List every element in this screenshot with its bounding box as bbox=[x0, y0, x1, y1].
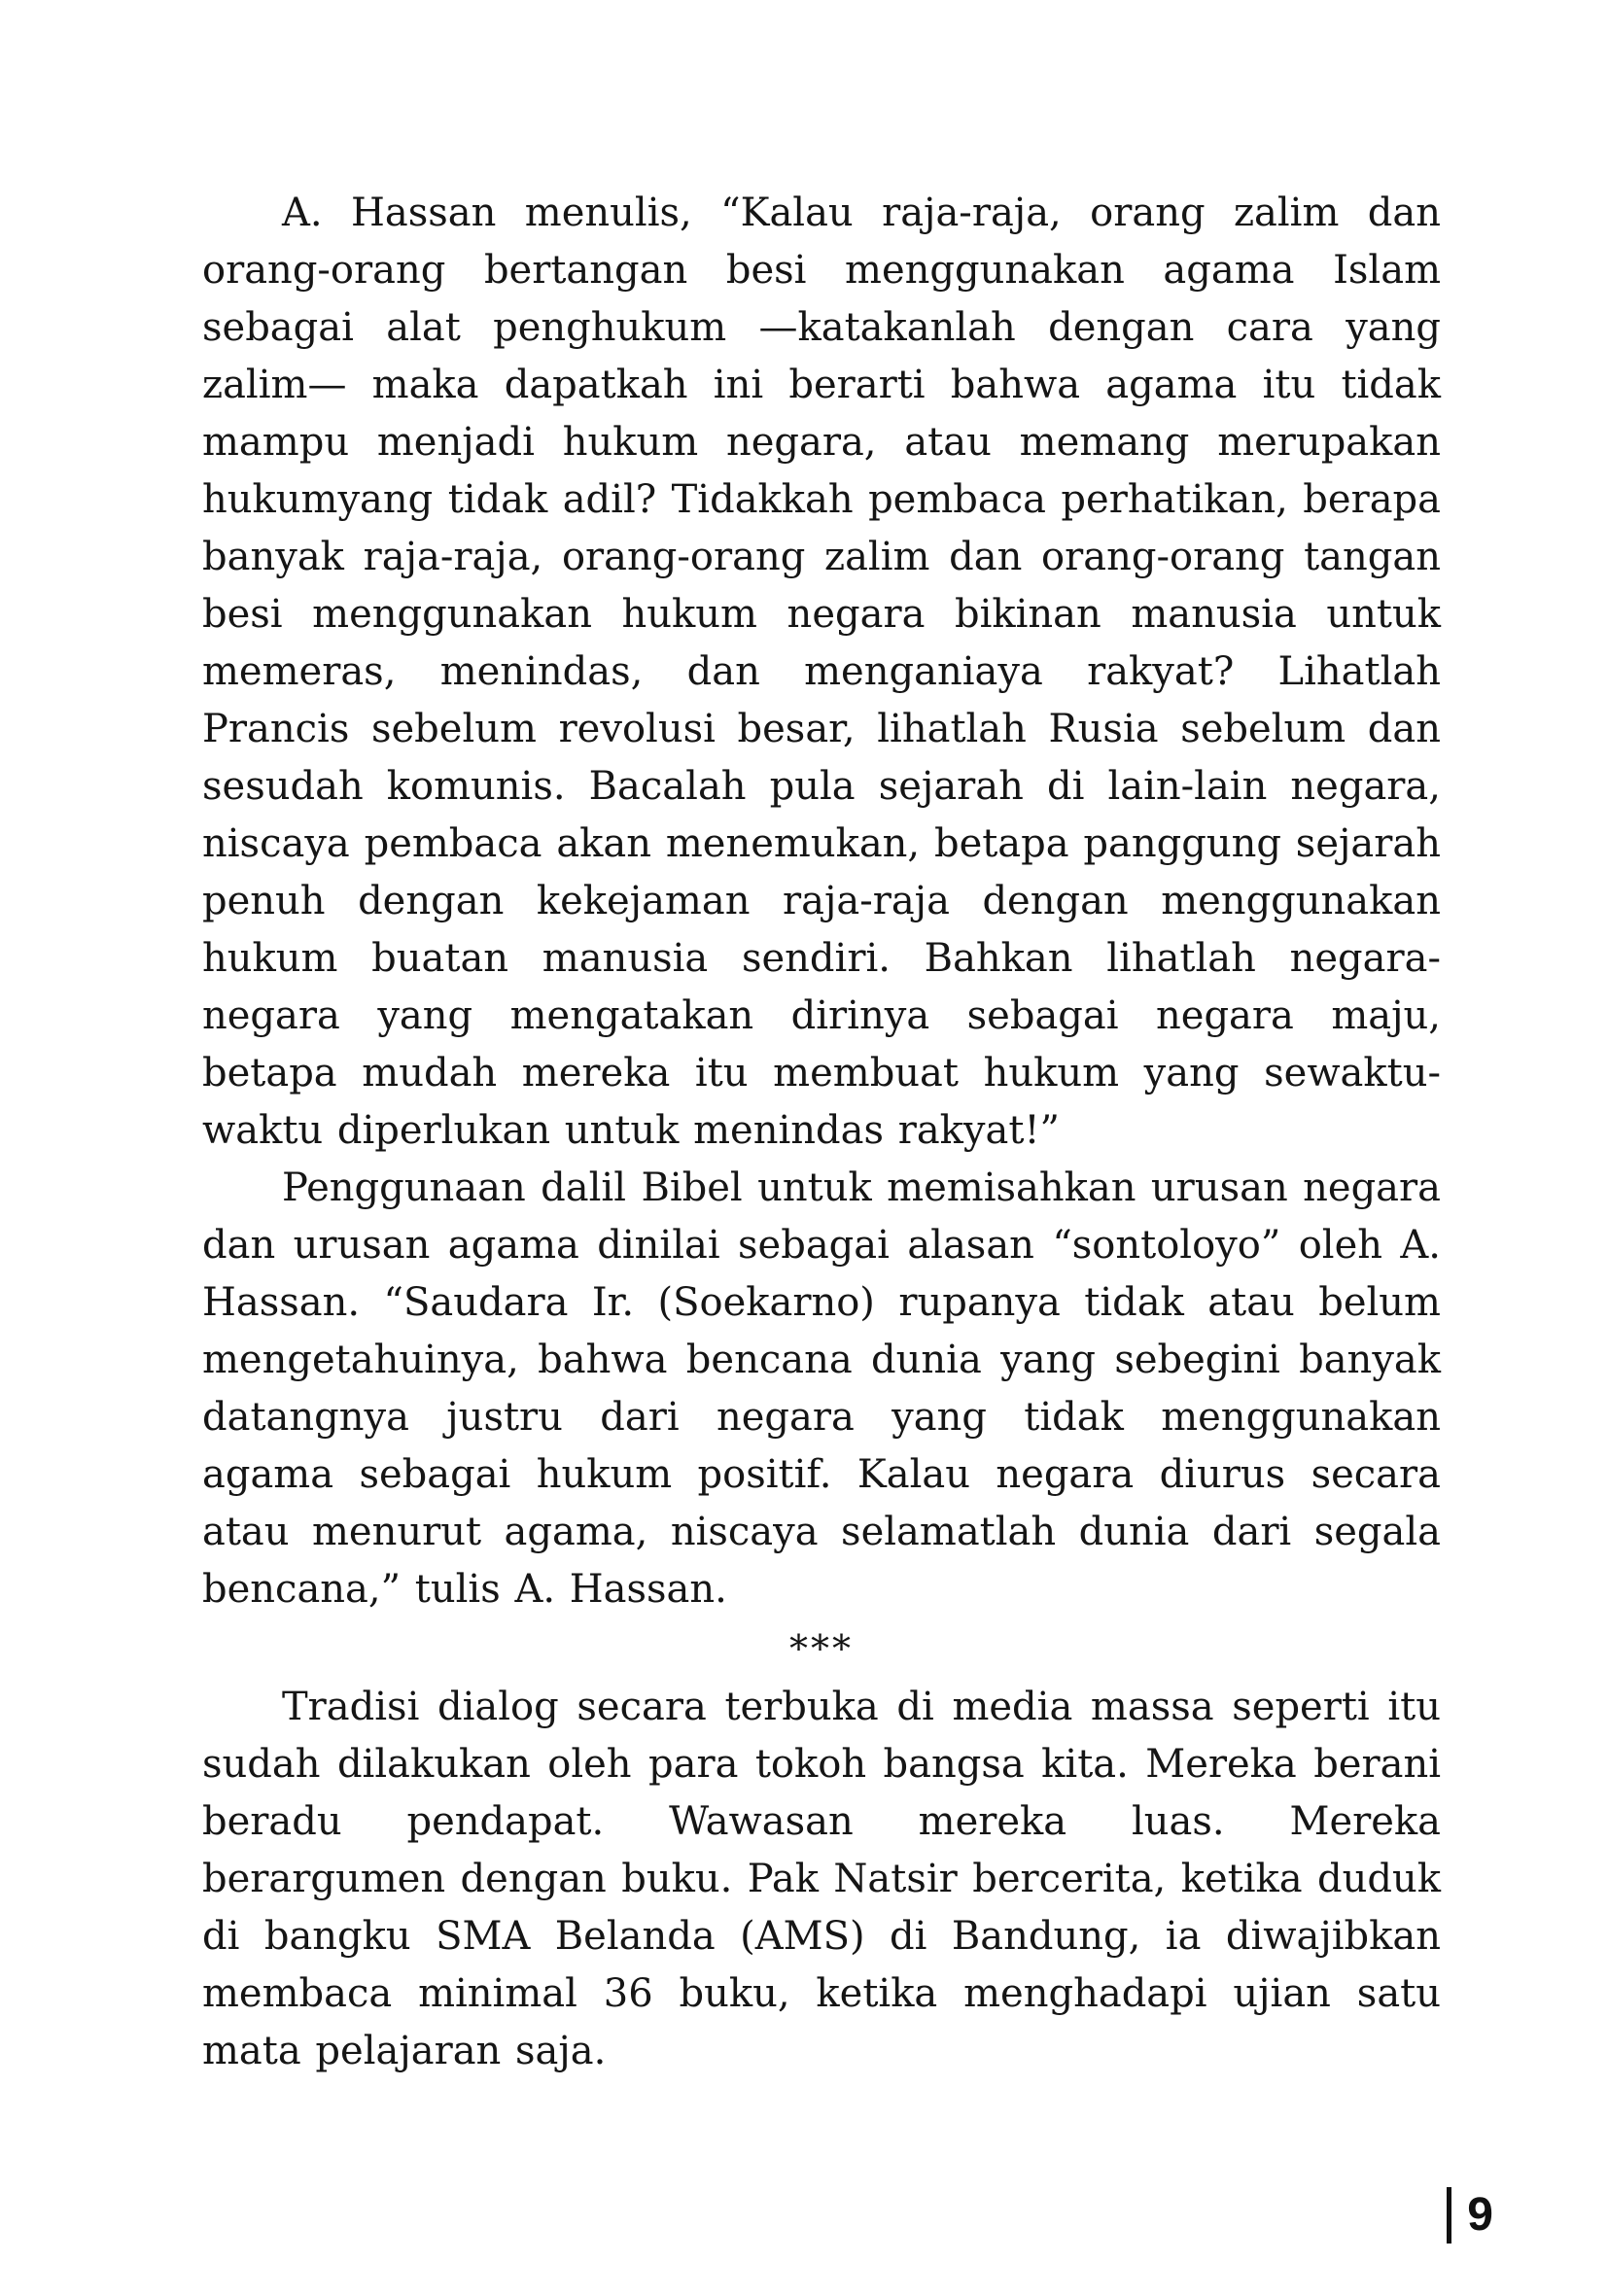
paragraph-bibel-dalil: Penggunaan dalil Bibel untuk memisahkan urusan negara dan urusan agama dinilai sebagai alasan “sontoloyo” oleh A. Hassan. “Saudara Ir. (Soekarno) rupanya tidak atau belum mengetahuinya, bahwa bencana dunia yang sebegini banyak datangnya justru dari negara yang tidak menggunakan agama sebagai hukum positif. Kalau negara diurus secara atau menurut agama, niscaya selamatlah dunia dari segala bencana,” tulis A. Hassan. bbox=[202, 1165, 1441, 1612]
section-separator: *** bbox=[789, 1627, 854, 1670]
page-number-divider bbox=[1447, 2187, 1451, 2244]
page-number: 9 bbox=[1467, 2189, 1493, 2241]
paragraph-tradisi-dialog: Tradisi dialog secara terbuka di media massa seperti itu sudah dilakukan oleh para tokoh bangsa kita. Mereka berani beradu pendapat. Wawasan mereka luas. Mereka berargumen dengan buku. Pak Natsir bercerita, ketika duduk di bangku SMA Belanda (AMS) di Bandung, ia diwajibkan membaca minimal 36 buku, ketika menghadapi ujian satu mata pelajaran saja. bbox=[202, 1685, 1441, 2073]
page-footer bbox=[1447, 2187, 1493, 2244]
text-block bbox=[202, 185, 1441, 2080]
paragraph-hassan-quote: A. Hassan menulis, “Kalau raja-raja, orang zalim dan orang-orang bertangan besi menggunakan agama Islam sebagai alat penghukum —katakanlah dengan cara yang zalim— maka dapatkah ini berarti bahwa agama itu tidak mampu menjadi hukum negara, atau memang merupakan hukumyang tidak adil? Tidakkah pembaca perhatikan, berapa banyak raja-raja, orang-orang zalim dan orang-orang tangan besi menggunakan hukum negara bikinan manusia untuk memeras, menindas, dan menganiaya rakyat? Lihatlah Prancis sebelum revolusi besar, lihatlah Rusia sebelum dan sesudah komunis. Bacalah pula sejarah di lain-lain negara, niscaya pembaca akan menemukan, betapa panggung sejarah penuh dengan kekejaman raja-raja dengan menggunakan hukum buatan manusia sendiri. Bahkan lihatlah negara-negara yang mengatakan dirinya sebagai negara maju, betapa mudah mereka itu membuat hukum yang sewaktu-waktu diperlukan untuk menindas rakyat!” bbox=[202, 191, 1441, 1153]
